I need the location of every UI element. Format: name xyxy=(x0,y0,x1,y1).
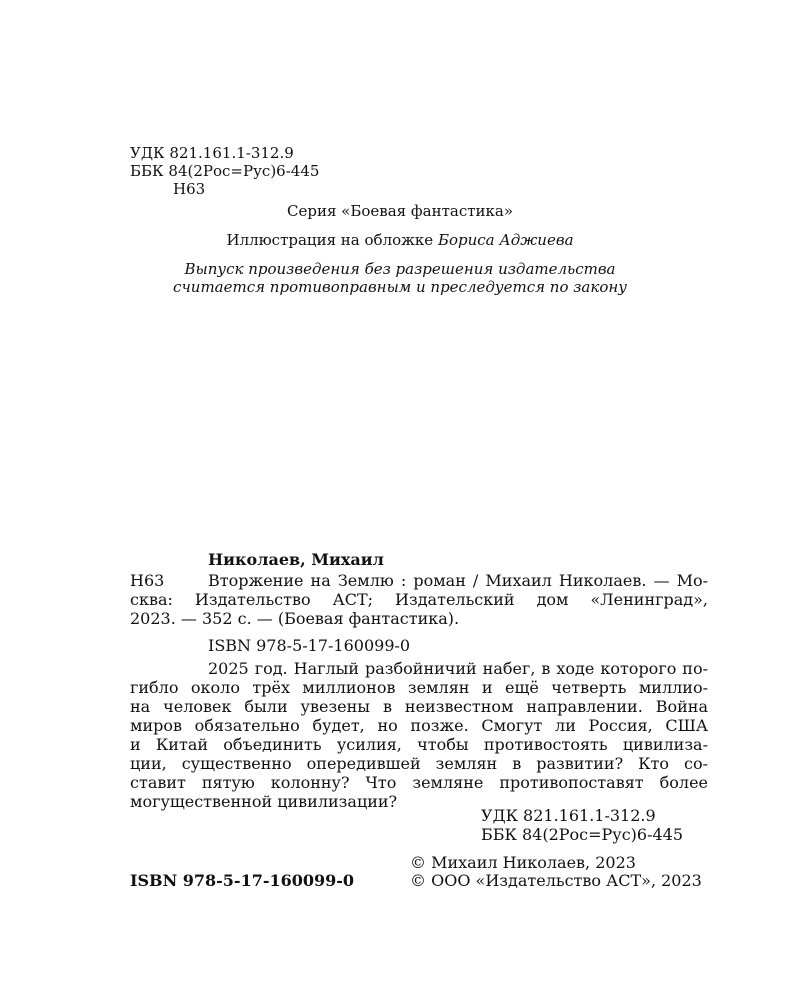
annotation-line: на человек были увезены в неизвестном направлении. Война xyxy=(130,697,708,716)
top-author-mark: Н63 xyxy=(173,180,206,198)
record-bbk: ББК 84(2Рос=Рус)6-445 xyxy=(481,825,684,844)
annotation xyxy=(130,659,708,811)
annotation-line: гибло около трёх миллионов землян и ещё четверть миллио- xyxy=(130,678,708,697)
copyright-publisher: © ООО «Издательство АСТ», 2023 xyxy=(410,871,702,890)
record-isbn: ISBN 978-5-17-160099-0 xyxy=(208,636,411,655)
annotation-line: ставит пятую колонну? Что земляне противопоставят более xyxy=(130,773,708,792)
top-bbk: ББК 84(2Рос=Рус)6-445 xyxy=(130,162,320,180)
description-line: сква: Издательство АСТ; Издательский дом «Ленинград», xyxy=(130,590,708,609)
annotation-line: 2025 год. Наглый разбойничий набег, в ходе которого по- xyxy=(208,659,708,678)
record-udk: УДК 821.161.1-312.9 xyxy=(481,806,656,825)
annotation-line: миров обязательно будет, но позже. Смогут ли Россия, США xyxy=(130,716,708,735)
annotation-line: могущественной цивилизации? xyxy=(130,792,398,811)
annotation-line: ции, существенно опередившей землян в развитии? Кто со- xyxy=(130,754,708,773)
annotation-line: и Китай объединить усилия, чтобы противостоять цивилиза- xyxy=(130,735,708,754)
description-line: Вторжение на Землю : роман / Михаил Николаев. — Мо- xyxy=(208,571,708,590)
footer-isbn: ISBN 978-5-17-160099-0 xyxy=(130,871,355,890)
copyright-warning-line-1: Выпуск произведения без разрешения издательства xyxy=(184,260,616,278)
top-udk: УДК 821.161.1-312.9 xyxy=(130,144,294,162)
record-author-mark: Н63 xyxy=(130,571,165,590)
record-description xyxy=(130,571,708,628)
illustration-artist: Бориса Аджиева xyxy=(437,231,574,249)
illustration-prefix: Иллюстрация на обложке xyxy=(226,231,438,249)
series-line: Серия «Боевая фантастика» xyxy=(286,202,514,220)
description-line: 2023. — 352 с. — (Боевая фантастика). xyxy=(130,609,460,628)
copyright-warning-line-2: считается противоправным и преследуется по закону xyxy=(173,278,627,296)
illustration-credit xyxy=(0,231,800,249)
copyright-author: © Михаил Николаев, 2023 xyxy=(410,853,636,872)
author-heading: Николаев, Михаил xyxy=(208,550,384,569)
